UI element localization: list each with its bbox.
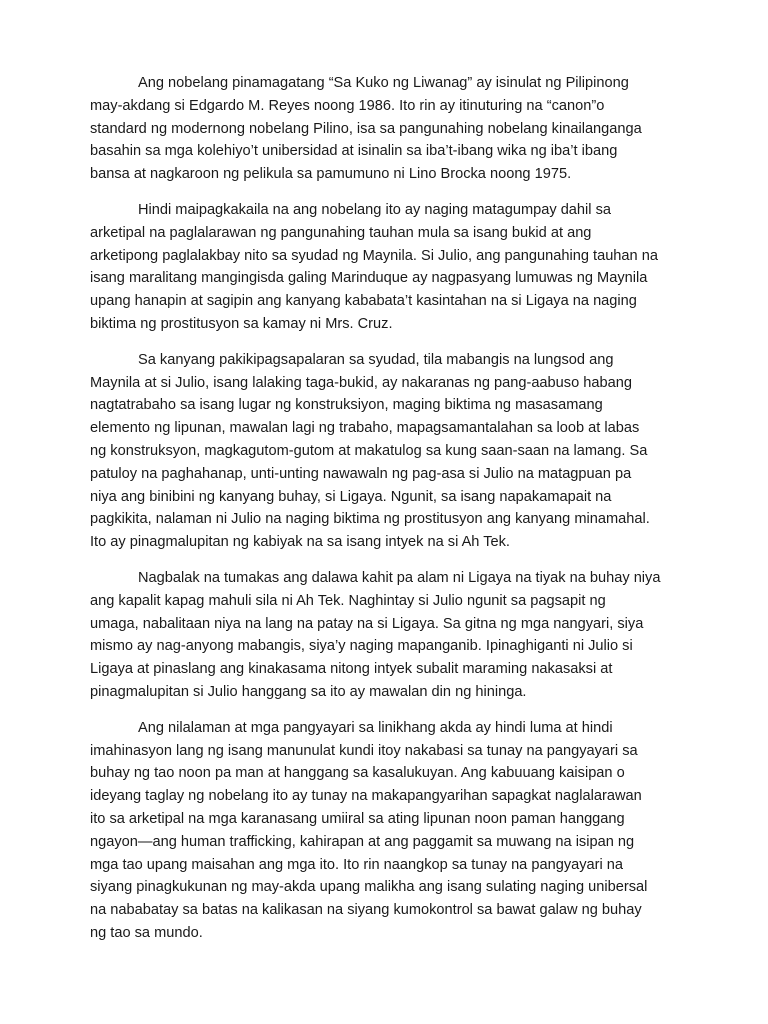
text-line: niya ang binibini ng kanyang buhay, si Ligaya. Ngunit, sa isang napakamapait na — [90, 488, 612, 505]
text-line: may-akdang si Edgardo M. Reyes noong 1986. Ito rin ay itinuturing na “canon”o — [90, 97, 605, 114]
text-line: ng tao sa mundo. — [90, 924, 203, 941]
text-line: mismo ay nag-anyong mabangis, siya’y naging mapanganib. Ipinaghiganti ni Julio si — [90, 638, 633, 655]
text-line: ito sa arketipal na mga karanasang umiiral sa ating lipunan noon paman hanggang — [90, 810, 625, 827]
text-line: biktima ng prostitusyon sa kamay ni Mrs. Cruz. — [90, 315, 393, 332]
paragraph — [90, 72, 705, 186]
text-line: basahin sa mga kolehiyo’t unibersidad at isinalin sa iba’t-ibang wika ng iba’t ibang — [90, 143, 618, 160]
text-line: isang maralitang mangingisda galing Marinduque ay nagpasyang lumuwas ng Maynila — [90, 270, 648, 287]
text-line: elemento ng lipunan, mawalan lagi ng trabaho, mapagsamantalahan sa loob at labas — [90, 420, 640, 437]
text-line: Ang nobelang pinamagatang “Sa Kuko ng Liwanag” ay isinulat ng Pilipinong — [138, 75, 629, 91]
text-line: bansa at nagkaroon ng pelikula sa pamumuno ni Lino Brocka noong 1975. — [90, 166, 572, 183]
text-line: pinagmalupitan si Julio hanggang sa ito ay mawalan din ng hininga. — [90, 683, 527, 700]
text-line: pagkikita, nalaman ni Julio na naging biktima ng prostitusyon ang kanyang minamahal. — [90, 511, 650, 528]
text-line: Maynila at si Julio, isang lalaking taga-bukid, ay nakaranas ng pang-aabuso habang — [90, 374, 632, 391]
text-line: upang hanapin at sagipin ang kanyang kababata’t kasintahan na si Ligaya na naging — [90, 293, 637, 310]
paragraph — [90, 717, 705, 945]
text-line: ideyang taglay ng nobelang ito ay tunay na makapangyarihan sapagkat naglalarawan — [90, 788, 642, 805]
text-line: Sa kanyang pakikipagsapalaran sa syudad, tila mabangis na lungsod ang — [138, 351, 614, 368]
text-line: Ligaya at pinaslang ang kinakasama nitong intyek subalit maraming nakasaksi at — [90, 661, 613, 678]
text-line: nagtatrabaho sa isang lugar ng konstruksiyon, maging biktima ng masasamang — [90, 397, 603, 414]
text-line: umaga, nabalitaan niya na lang na patay na si Ligaya. Sa gitna ng mga nangyari, siya — [90, 615, 644, 632]
text-line: Hindi maipagkakaila na ang nobelang ito ay naging matagumpay dahil sa — [138, 201, 611, 218]
document-body — [90, 72, 705, 958]
text-line: standard ng modernong nobelang Pilino, isa sa pangunahing nobelang kinailanganga — [90, 120, 642, 137]
text-line: ngayon—ang human trafficking, kahirapan at ang paggamit sa muwang na isipan ng — [90, 833, 635, 850]
text-line: siyang pinagkukunan ng may-akda upang malikha ang isang sulating naging unibersal — [90, 879, 648, 896]
text-line: Ang nilalaman at mga pangyayari sa linikhang akda ay hindi luma at hindi — [138, 719, 613, 736]
text-line: Nagbalak na tumakas ang dalawa kahit pa alam ni Ligaya na tiyak na buhay niya — [138, 569, 661, 586]
text-line: patuloy na paghahanap, unti-unting nawawaln ng pag-asa si Julio na matagpuan pa — [90, 465, 632, 482]
text-line: buhay ng tao noon pa man at hanggang sa kasalukuyan. Ang kabuuang kaisipan o — [90, 765, 625, 782]
text-line: Ito ay pinagmalupitan ng kabiyak na sa isang intyek na si Ah Tek. — [90, 534, 510, 551]
text-line: na nababatay sa batas na kalikasan na siyang kumokontrol sa bawat galaw ng buhay — [90, 902, 642, 919]
paragraph — [90, 199, 705, 336]
text-line: arketipal na paglalarawan ng pangunahing tauhan mula sa isang bukid at ang — [90, 224, 592, 241]
text-line: imahinasyon lang ng isang manunulat kundi itoy nakabasi sa tunay na pangyayari sa — [90, 742, 638, 759]
text-line: ang kapalit kapag mahuli sila ni Ah Tek. Naghintay si Julio ngunit sa pagsapit ng — [90, 592, 606, 609]
text-line: arketipong paglalakbay nito sa syudad ng Maynila. Si Julio, ang pangunahing tauhan na — [90, 247, 658, 264]
text-line: mga tao upang maisahan ang mga ito. Ito rin naangkop sa tunay na pangyayari na — [90, 856, 624, 873]
paragraph — [90, 349, 705, 554]
paragraph — [90, 567, 705, 704]
text-line: ng konstruksyon, magkagutom-gutom at makatulog sa kung saan-saan na lamang. Sa — [90, 442, 648, 459]
